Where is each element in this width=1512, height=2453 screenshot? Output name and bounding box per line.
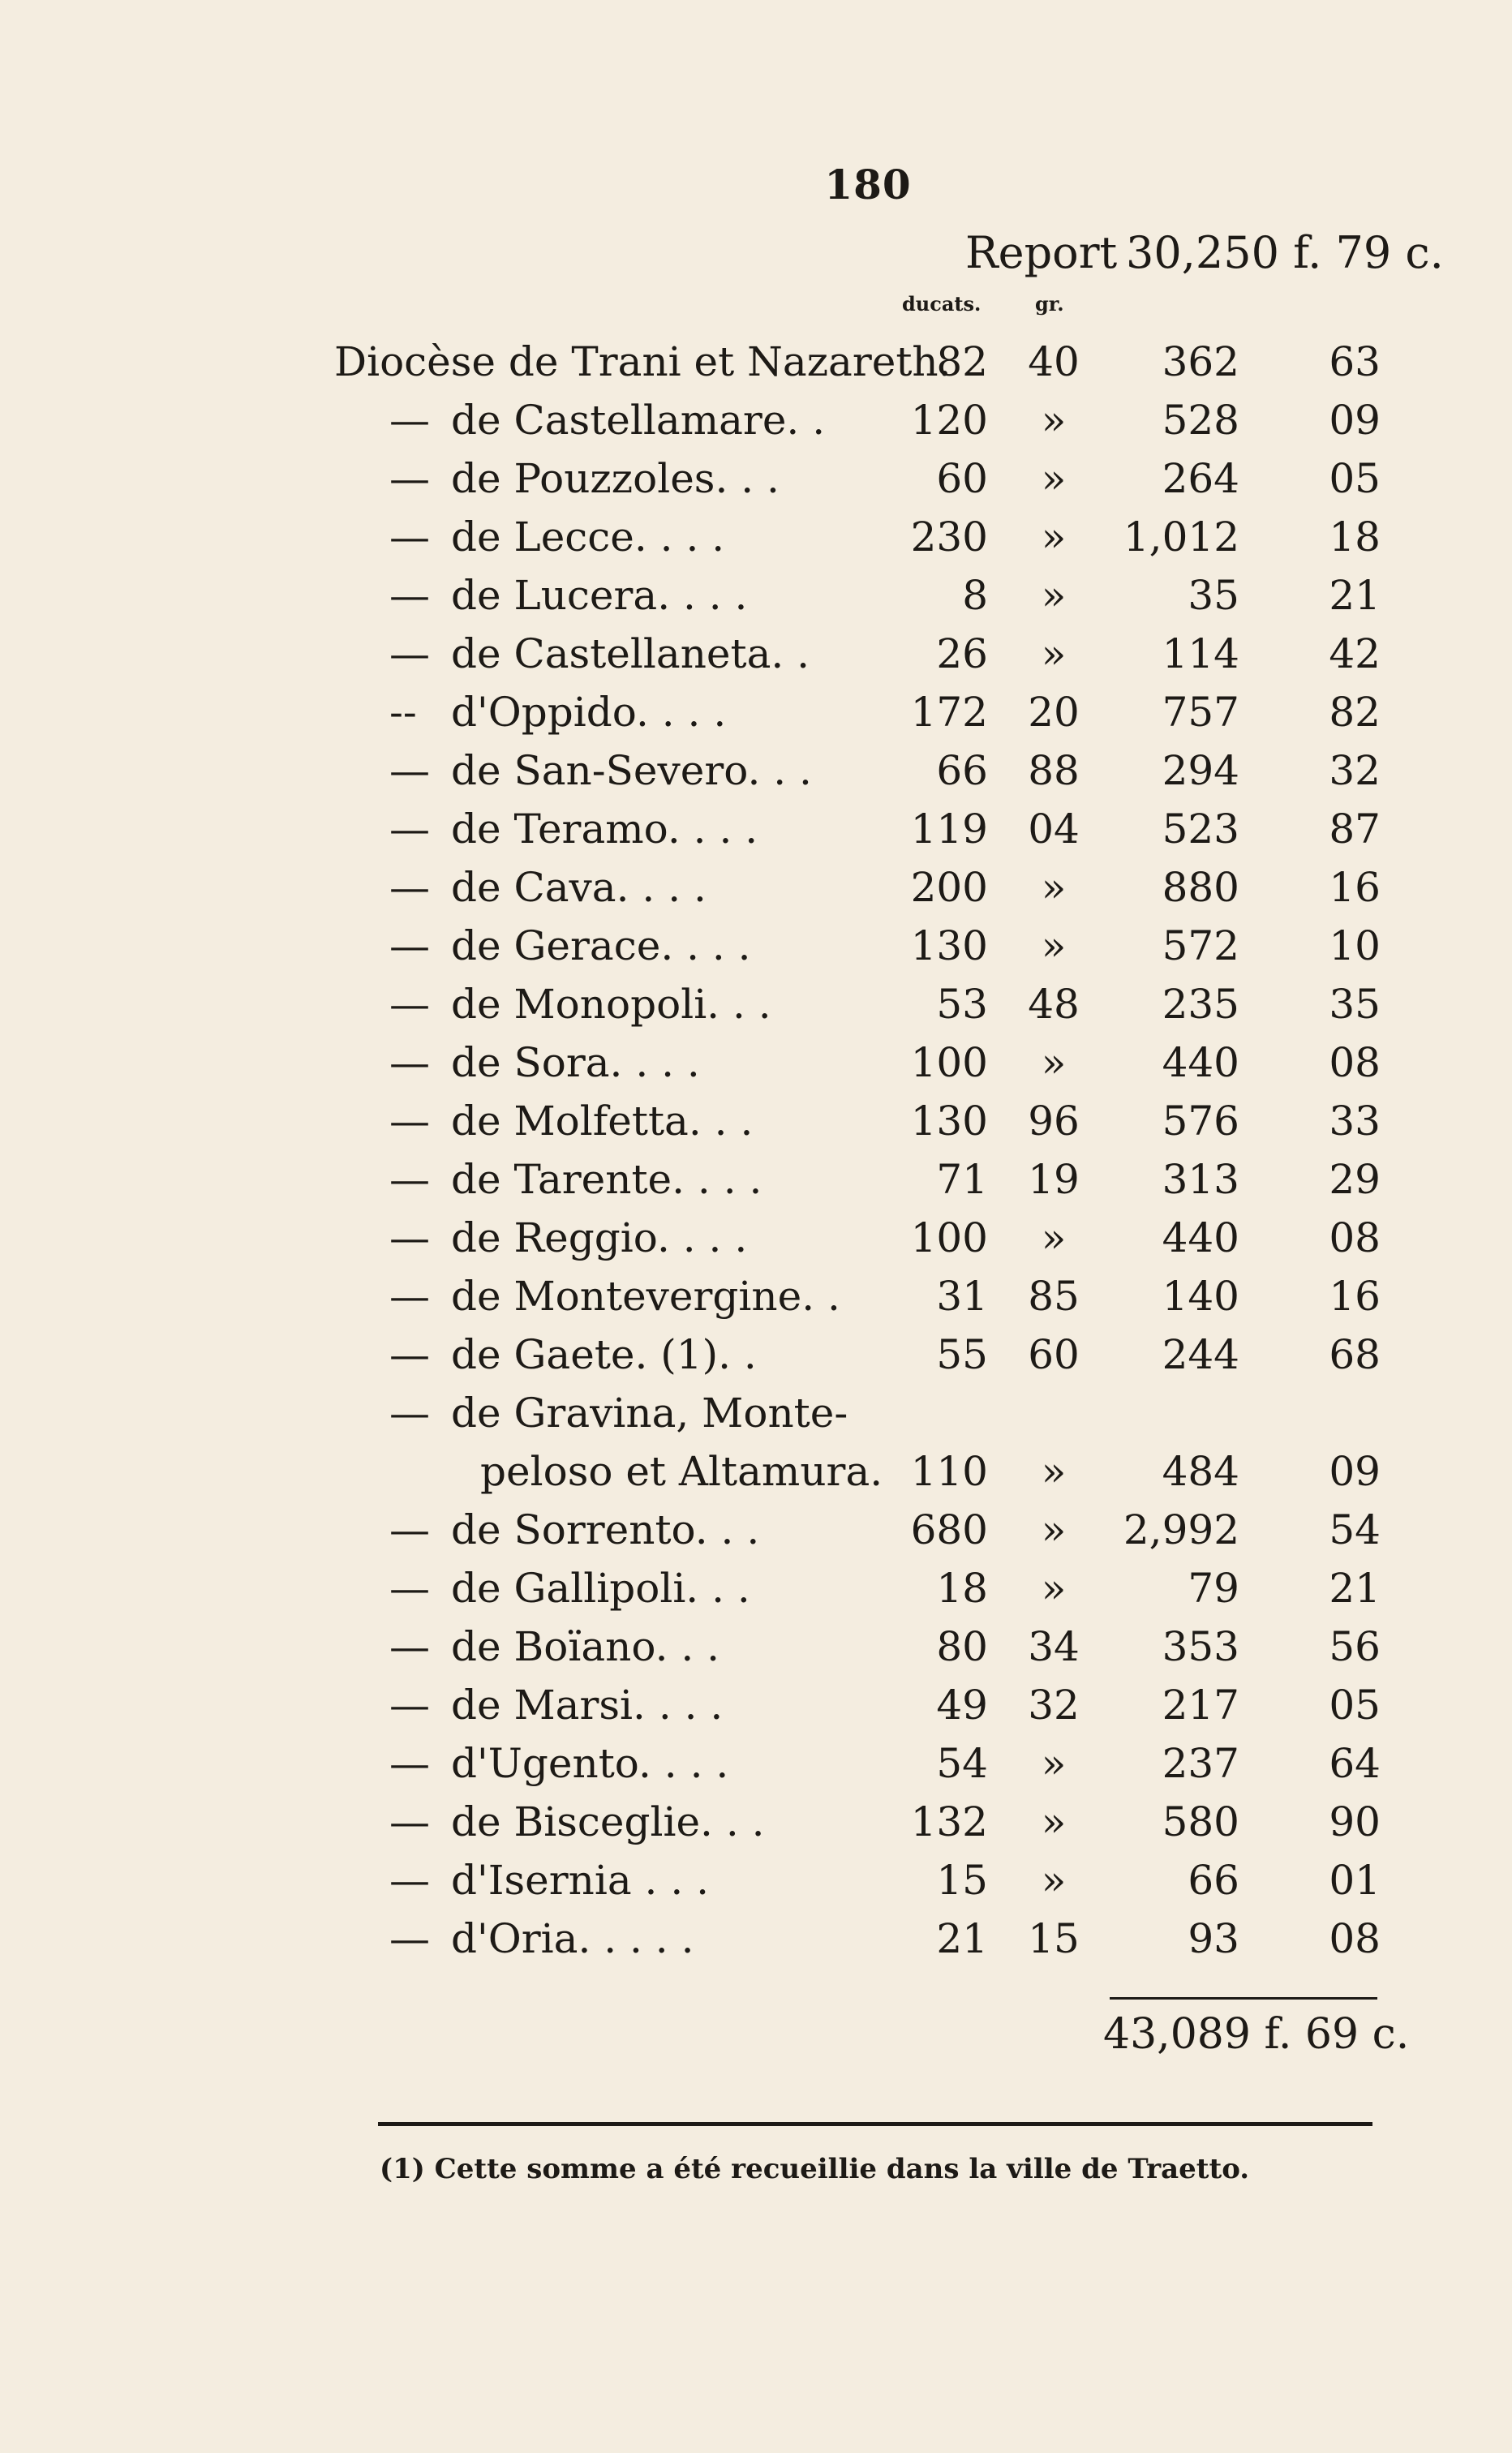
francs-value: 757 xyxy=(1162,689,1239,736)
ditto-dash: — xyxy=(389,455,430,502)
table-row xyxy=(0,391,1512,449)
grana-value: 85 xyxy=(1028,1273,1080,1320)
diocese-name: de Sora. . . . xyxy=(451,1039,700,1086)
francs-value: 880 xyxy=(1162,864,1239,911)
ditto-dash: — xyxy=(389,1740,430,1787)
diocese-name: de Sorrento. . . xyxy=(451,1506,760,1553)
centimes-value: 29 xyxy=(1329,1156,1381,1203)
francs-value: 114 xyxy=(1162,630,1239,677)
ditto-dash: — xyxy=(389,1390,430,1437)
centimes-value: 09 xyxy=(1329,1448,1381,1495)
ditto-dash: — xyxy=(389,1098,430,1145)
diocese-name: Diocèse de Trani et Nazareth. xyxy=(334,338,951,385)
francs-value: 528 xyxy=(1162,397,1239,444)
grana-value: 34 xyxy=(1028,1623,1080,1670)
ditto-dash: — xyxy=(389,1331,430,1378)
ditto-dash: — xyxy=(389,981,430,1028)
grana-value: 20 xyxy=(1028,689,1080,736)
footnote: (1) Cette somme a été recueillie dans la ville de Traetto. xyxy=(380,2153,1250,2185)
grana-value: » xyxy=(1041,1506,1067,1553)
report-label: Report xyxy=(965,227,1118,278)
table-row xyxy=(0,508,1512,566)
table-row xyxy=(0,1559,1512,1617)
column-header-ducats: ducats. xyxy=(902,292,982,316)
diocese-label xyxy=(389,566,747,625)
francs-value: 217 xyxy=(1162,1682,1239,1729)
diocese-label xyxy=(389,1384,883,1501)
diocese-name: de Teramo. . . . xyxy=(451,805,758,853)
ducats-value: 15 xyxy=(936,1857,988,1904)
table-row xyxy=(0,800,1512,858)
ducats-value: 120 xyxy=(910,397,988,444)
diocese-name: de Montevergine. . xyxy=(451,1273,840,1320)
francs-value: 313 xyxy=(1162,1156,1239,1203)
diocese-label xyxy=(389,858,707,917)
ditto-dash: — xyxy=(389,1798,430,1845)
ditto-dash: — xyxy=(389,1682,430,1729)
diocese-name-continued: peloso et Altamura. xyxy=(480,1448,883,1495)
ditto-dash: -- xyxy=(389,689,417,736)
grana-value: » xyxy=(1041,513,1067,561)
grand-total: 43,089 f. 69 c. xyxy=(1103,2010,1410,2059)
ducats-value: 200 xyxy=(910,864,988,911)
ducats-value: 53 xyxy=(936,981,988,1028)
ducats-value: 26 xyxy=(936,630,988,677)
table-row xyxy=(0,975,1512,1033)
centimes-value: 63 xyxy=(1329,338,1381,385)
diocese-table xyxy=(0,333,1512,1968)
diocese-label xyxy=(389,1325,757,1384)
diocese-name: de Boïano. . . xyxy=(451,1623,720,1670)
centimes-value: 10 xyxy=(1329,922,1381,969)
table-row xyxy=(0,1325,1512,1384)
ducats-value: 66 xyxy=(936,747,988,794)
grana-value: » xyxy=(1041,1857,1067,1904)
diocese-label xyxy=(389,1734,728,1793)
table-row xyxy=(0,333,1512,391)
ditto-dash: — xyxy=(389,747,430,794)
diocese-label xyxy=(389,917,751,975)
page-number: 180 xyxy=(824,161,912,208)
francs-value: 244 xyxy=(1162,1331,1239,1378)
ducats-value: 110 xyxy=(910,1448,988,1495)
table-row xyxy=(0,683,1512,741)
centimes-value: 08 xyxy=(1329,1214,1381,1261)
ditto-dash: — xyxy=(389,630,430,677)
francs-value: 572 xyxy=(1162,922,1239,969)
diocese-name: d'Oria. . . . . xyxy=(451,1915,694,1962)
ducats-value: 18 xyxy=(936,1565,988,1612)
ditto-dash: — xyxy=(389,805,430,853)
grana-value: » xyxy=(1041,630,1067,677)
diocese-label xyxy=(389,1150,762,1209)
ducats-value: 172 xyxy=(910,689,988,736)
diocese-name: d'Oppido. . . . xyxy=(451,689,727,736)
table-row xyxy=(0,1617,1512,1676)
diocese-label xyxy=(389,1209,747,1267)
ditto-dash: — xyxy=(389,864,430,911)
table-row xyxy=(0,1501,1512,1559)
diocese-label xyxy=(389,508,724,566)
diocese-label xyxy=(389,1910,694,1968)
diocese-name: de Marsi. . . . xyxy=(451,1682,724,1729)
table-row xyxy=(0,858,1512,917)
grana-value: 19 xyxy=(1028,1156,1080,1203)
centimes-value: 08 xyxy=(1329,1039,1381,1086)
table-row xyxy=(0,1092,1512,1150)
diocese-label xyxy=(389,1676,723,1734)
diocese-label xyxy=(389,683,726,741)
ditto-dash: — xyxy=(389,1156,430,1203)
table-row xyxy=(0,1910,1512,1968)
ducats-value: 80 xyxy=(936,1623,988,1670)
francs-value: 294 xyxy=(1162,747,1239,794)
diocese-name: de Tarente. . . . xyxy=(451,1156,762,1203)
grana-value: 48 xyxy=(1028,981,1080,1028)
francs-value: 235 xyxy=(1162,981,1239,1028)
centimes-value: 21 xyxy=(1329,572,1381,619)
table-row xyxy=(0,1734,1512,1793)
ducats-value: 230 xyxy=(910,513,988,561)
ducats-value: 8 xyxy=(962,572,988,619)
diocese-name: de Molfetta. . . xyxy=(451,1098,754,1145)
centimes-value: 42 xyxy=(1329,630,1381,677)
francs-value: 93 xyxy=(1188,1915,1239,1962)
ditto-dash: — xyxy=(389,1039,430,1086)
ditto-dash: — xyxy=(389,1915,430,1962)
grana-value: » xyxy=(1041,864,1067,911)
francs-value: 440 xyxy=(1162,1214,1239,1261)
grana-value: 40 xyxy=(1028,338,1080,385)
diocese-name: de Pouzzoles. . . xyxy=(451,455,780,502)
francs-value: 237 xyxy=(1162,1740,1239,1787)
francs-value: 35 xyxy=(1188,572,1239,619)
francs-value: 140 xyxy=(1162,1273,1239,1320)
grana-value: 96 xyxy=(1028,1098,1080,1145)
ducats-value: 130 xyxy=(910,922,988,969)
grana-value: » xyxy=(1041,1740,1067,1787)
ditto-dash: — xyxy=(389,1273,430,1320)
diocese-label xyxy=(389,1267,840,1325)
ditto-dash: — xyxy=(389,397,430,444)
ducats-value: 130 xyxy=(910,1098,988,1145)
grana-value: » xyxy=(1041,572,1067,619)
centimes-value: 54 xyxy=(1329,1506,1381,1553)
table-row xyxy=(0,1793,1512,1851)
grana-value: 32 xyxy=(1028,1682,1080,1729)
diocese-label xyxy=(334,333,951,391)
grana-value: » xyxy=(1041,1214,1067,1261)
centimes-value: 68 xyxy=(1329,1331,1381,1378)
diocese-label xyxy=(389,800,758,858)
centimes-value: 21 xyxy=(1329,1565,1381,1612)
diocese-label xyxy=(389,741,812,800)
francs-value: 440 xyxy=(1162,1039,1239,1086)
table-row xyxy=(0,1676,1512,1734)
ducats-value: 49 xyxy=(936,1682,988,1729)
grana-value: 15 xyxy=(1028,1915,1080,1962)
centimes-value: 82 xyxy=(1329,689,1381,736)
centimes-value: 05 xyxy=(1329,1682,1381,1729)
diocese-name: de Gravina, Monte- xyxy=(451,1390,848,1437)
centimes-value: 35 xyxy=(1329,981,1381,1028)
francs-value: 523 xyxy=(1162,805,1239,853)
table-row xyxy=(0,566,1512,625)
diocese-label xyxy=(389,1092,753,1150)
francs-value: 1,012 xyxy=(1123,513,1239,561)
table-row xyxy=(0,1851,1512,1910)
diocese-name: de Castellaneta. . xyxy=(451,630,810,677)
diocese-label xyxy=(389,449,780,508)
table-row xyxy=(0,1150,1512,1209)
centimes-value: 16 xyxy=(1329,864,1381,911)
diocese-name: d'Isernia . . . xyxy=(451,1857,710,1904)
table-row xyxy=(0,1209,1512,1267)
centimes-value: 01 xyxy=(1329,1857,1381,1904)
grana-value: » xyxy=(1041,397,1067,444)
diocese-name: d'Ugento. . . . xyxy=(451,1740,729,1787)
diocese-label xyxy=(389,1617,719,1676)
table-row xyxy=(0,917,1512,975)
grana-value: » xyxy=(1041,1565,1067,1612)
centimes-value: 08 xyxy=(1329,1915,1381,1962)
ditto-dash: — xyxy=(389,1623,430,1670)
francs-value: 580 xyxy=(1162,1798,1239,1845)
diocese-name: de Castellamare. . xyxy=(451,397,826,444)
francs-value: 66 xyxy=(1188,1857,1239,1904)
table-row xyxy=(0,1267,1512,1325)
grana-value: » xyxy=(1041,1798,1067,1845)
ducats-value: 132 xyxy=(910,1798,988,1845)
grana-value: » xyxy=(1041,455,1067,502)
table-row xyxy=(0,625,1512,683)
diocese-label xyxy=(389,1851,709,1910)
diocese-label xyxy=(389,391,825,449)
ducats-value: 60 xyxy=(936,455,988,502)
ditto-dash: — xyxy=(389,1565,430,1612)
ducats-value: 82 xyxy=(936,338,988,385)
francs-value: 2,992 xyxy=(1123,1506,1239,1553)
centimes-value: 64 xyxy=(1329,1740,1381,1787)
ditto-dash: — xyxy=(389,1214,430,1261)
ducats-value: 31 xyxy=(936,1273,988,1320)
table-row xyxy=(0,1033,1512,1092)
grana-value: 04 xyxy=(1028,805,1080,853)
grana-value: » xyxy=(1041,1039,1067,1086)
diocese-name: de Cava. . . . xyxy=(451,864,707,911)
diocese-name: de Gallipoli. . . xyxy=(451,1565,750,1612)
ducats-value: 100 xyxy=(910,1039,988,1086)
ducats-value: 100 xyxy=(910,1214,988,1261)
centimes-value: 90 xyxy=(1329,1798,1381,1845)
footnote-separator xyxy=(378,2122,1372,2126)
francs-value: 484 xyxy=(1162,1448,1239,1495)
ditto-dash: — xyxy=(389,1857,430,1904)
francs-value: 576 xyxy=(1162,1098,1239,1145)
report-value: 30,250 f. 79 c. xyxy=(1126,227,1444,278)
ducats-value: 21 xyxy=(936,1915,988,1962)
diocese-label xyxy=(389,975,771,1033)
diocese-name: de San-Severo. . . xyxy=(451,747,812,794)
centimes-value: 33 xyxy=(1329,1098,1381,1145)
diocese-label xyxy=(389,1501,759,1559)
total-rule xyxy=(1110,1997,1377,2000)
column-header-grana: gr. xyxy=(1035,292,1064,316)
centimes-value: 05 xyxy=(1329,455,1381,502)
francs-value: 79 xyxy=(1188,1565,1239,1612)
diocese-name: de Gaete. (1). . xyxy=(451,1331,757,1378)
diocese-name: de Lucera. . . . xyxy=(451,572,748,619)
diocese-name: de Monopoli. . . xyxy=(451,981,771,1028)
ducats-value: 71 xyxy=(936,1156,988,1203)
diocese-label xyxy=(389,625,810,683)
diocese-name: de Lecce. . . . xyxy=(451,513,725,561)
diocese-label xyxy=(389,1793,765,1851)
ditto-dash: — xyxy=(389,922,430,969)
diocese-label xyxy=(389,1559,750,1617)
grana-value: 60 xyxy=(1028,1331,1080,1378)
centimes-value: 09 xyxy=(1329,397,1381,444)
grana-value: 88 xyxy=(1028,747,1080,794)
table-row xyxy=(0,1384,1512,1501)
francs-value: 362 xyxy=(1162,338,1239,385)
table-row xyxy=(0,741,1512,800)
ducats-value: 54 xyxy=(936,1740,988,1787)
francs-value: 264 xyxy=(1162,455,1239,502)
centimes-value: 87 xyxy=(1329,805,1381,853)
centimes-value: 56 xyxy=(1329,1623,1381,1670)
grana-value: » xyxy=(1041,1448,1067,1495)
diocese-label xyxy=(389,1033,700,1092)
diocese-name: de Reggio. . . . xyxy=(451,1214,748,1261)
ducats-value: 680 xyxy=(910,1506,988,1553)
diocese-name: de Bisceglie. . . xyxy=(451,1798,765,1845)
table-row xyxy=(0,449,1512,508)
ducats-value: 119 xyxy=(910,805,988,853)
centimes-value: 32 xyxy=(1329,747,1381,794)
ducats-value: 55 xyxy=(936,1331,988,1378)
ditto-dash: — xyxy=(389,513,430,561)
ditto-dash: — xyxy=(389,1506,430,1553)
grana-value: » xyxy=(1041,922,1067,969)
ditto-dash: — xyxy=(389,572,430,619)
centimes-value: 16 xyxy=(1329,1273,1381,1320)
centimes-value: 18 xyxy=(1329,513,1381,561)
diocese-name: de Gerace. . . . xyxy=(451,922,751,969)
francs-value: 353 xyxy=(1162,1623,1239,1670)
